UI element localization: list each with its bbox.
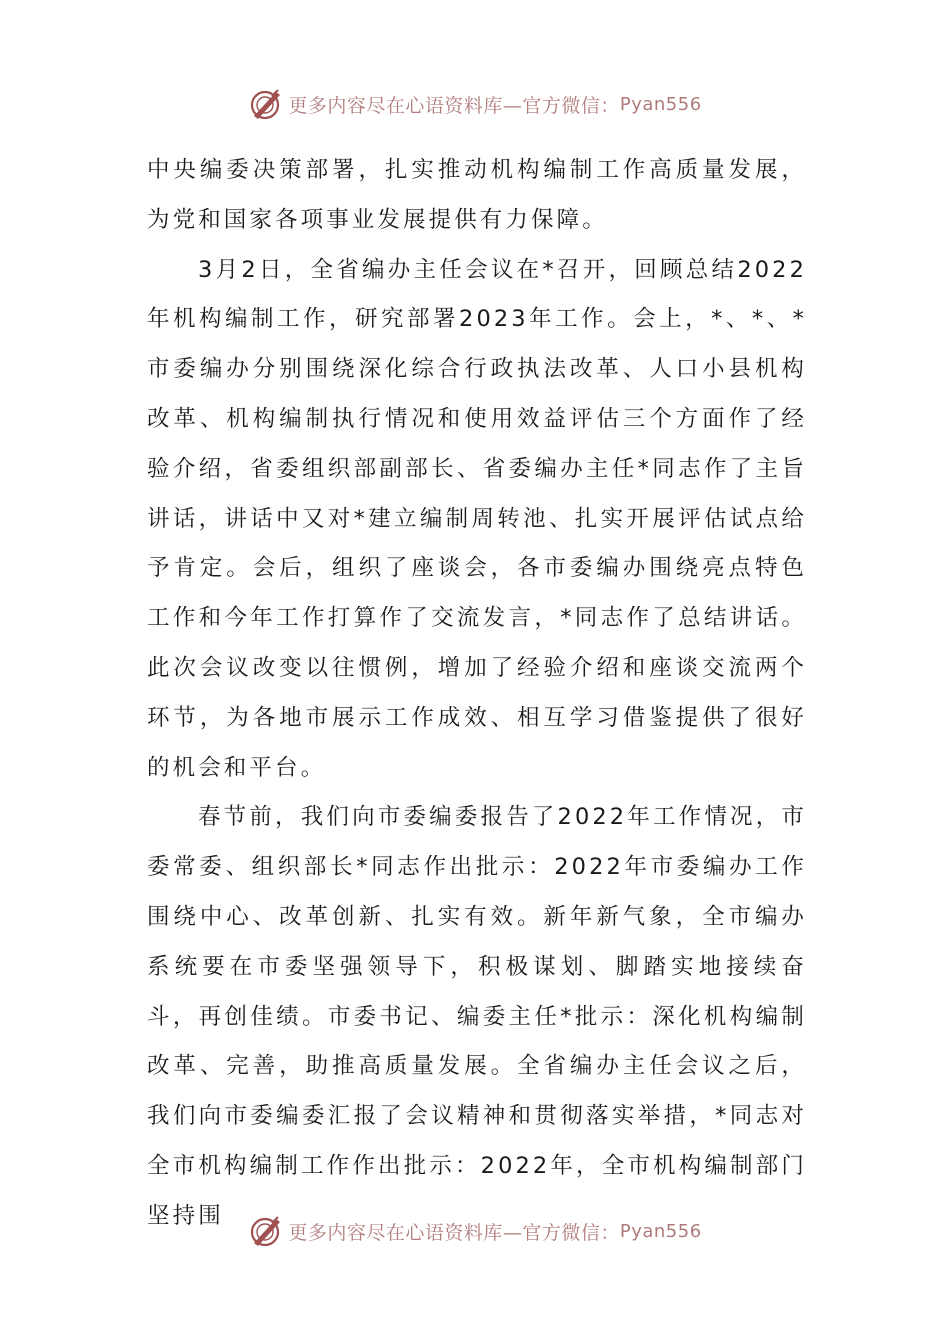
paragraph-3: 春节前，我们向市委编委报告了2022年工作情况，市委常委、组织部长*同志作出批示：2022年市委编办工作围绕中心、改革创新、扎实有效。新年新气象，全市编办系统要在市委坚强领导下，积极谋划、脚踏实地接续奋斗，再创佳绩。市委书记、编委主任*批示：深化机构编制改革、完善，助推高质量发展。全省编办主任会议之后，我们向市委编委汇报了会议精神和贯彻落实举措，*同志对全市机构编制工作作出批示：2022年，全市机构编制部门坚持围	[147, 804, 807, 1229]
pen-seal-logo-icon	[248, 86, 284, 122]
document-body	[147, 146, 807, 1242]
footer-watermark	[0, 1211, 950, 1251]
pen-seal-logo-icon	[248, 1213, 284, 1249]
footer-watermark-text: 更多内容尽在心语资料库—官方微信：	[288, 1221, 620, 1244]
header-watermark	[0, 84, 950, 124]
paragraph-2: 3月2日，全省编办主任会议在*召开，回顾总结2022年机构编制工作，研究部署2023年工作。会上，*、*、*市委编办分别围绕深化综合行政执法改革、人口小县机构改革、机构编制执行情况和使用效益评估三个方面作了经验介绍，省委组织部副部长、省委编办主任*同志作了主旨讲话，讲话中又对*建立编制周转池、扎实开展评估试点给予肯定。会后，组织了座谈会，各市委编办围绕亮点特色工作和今年工作打算作了交流发言，*同志作了总结讲话。此次会议改变以往惯例，增加了经验介绍和座谈交流两个环节，为各地市展示工作成效、相互学习借鉴提供了很好的机会和平台。	[147, 256, 807, 781]
footer-watermark-id: Pyan556	[619, 1220, 702, 1242]
paragraph-1: 中央编委决策部署，扎实推动机构编制工作高质量发展，为党和国家各项事业发展提供有力保障。	[147, 157, 807, 233]
header-watermark-id: Pyan556	[619, 93, 702, 115]
header-watermark-text: 更多内容尽在心语资料库—官方微信：	[288, 94, 620, 117]
